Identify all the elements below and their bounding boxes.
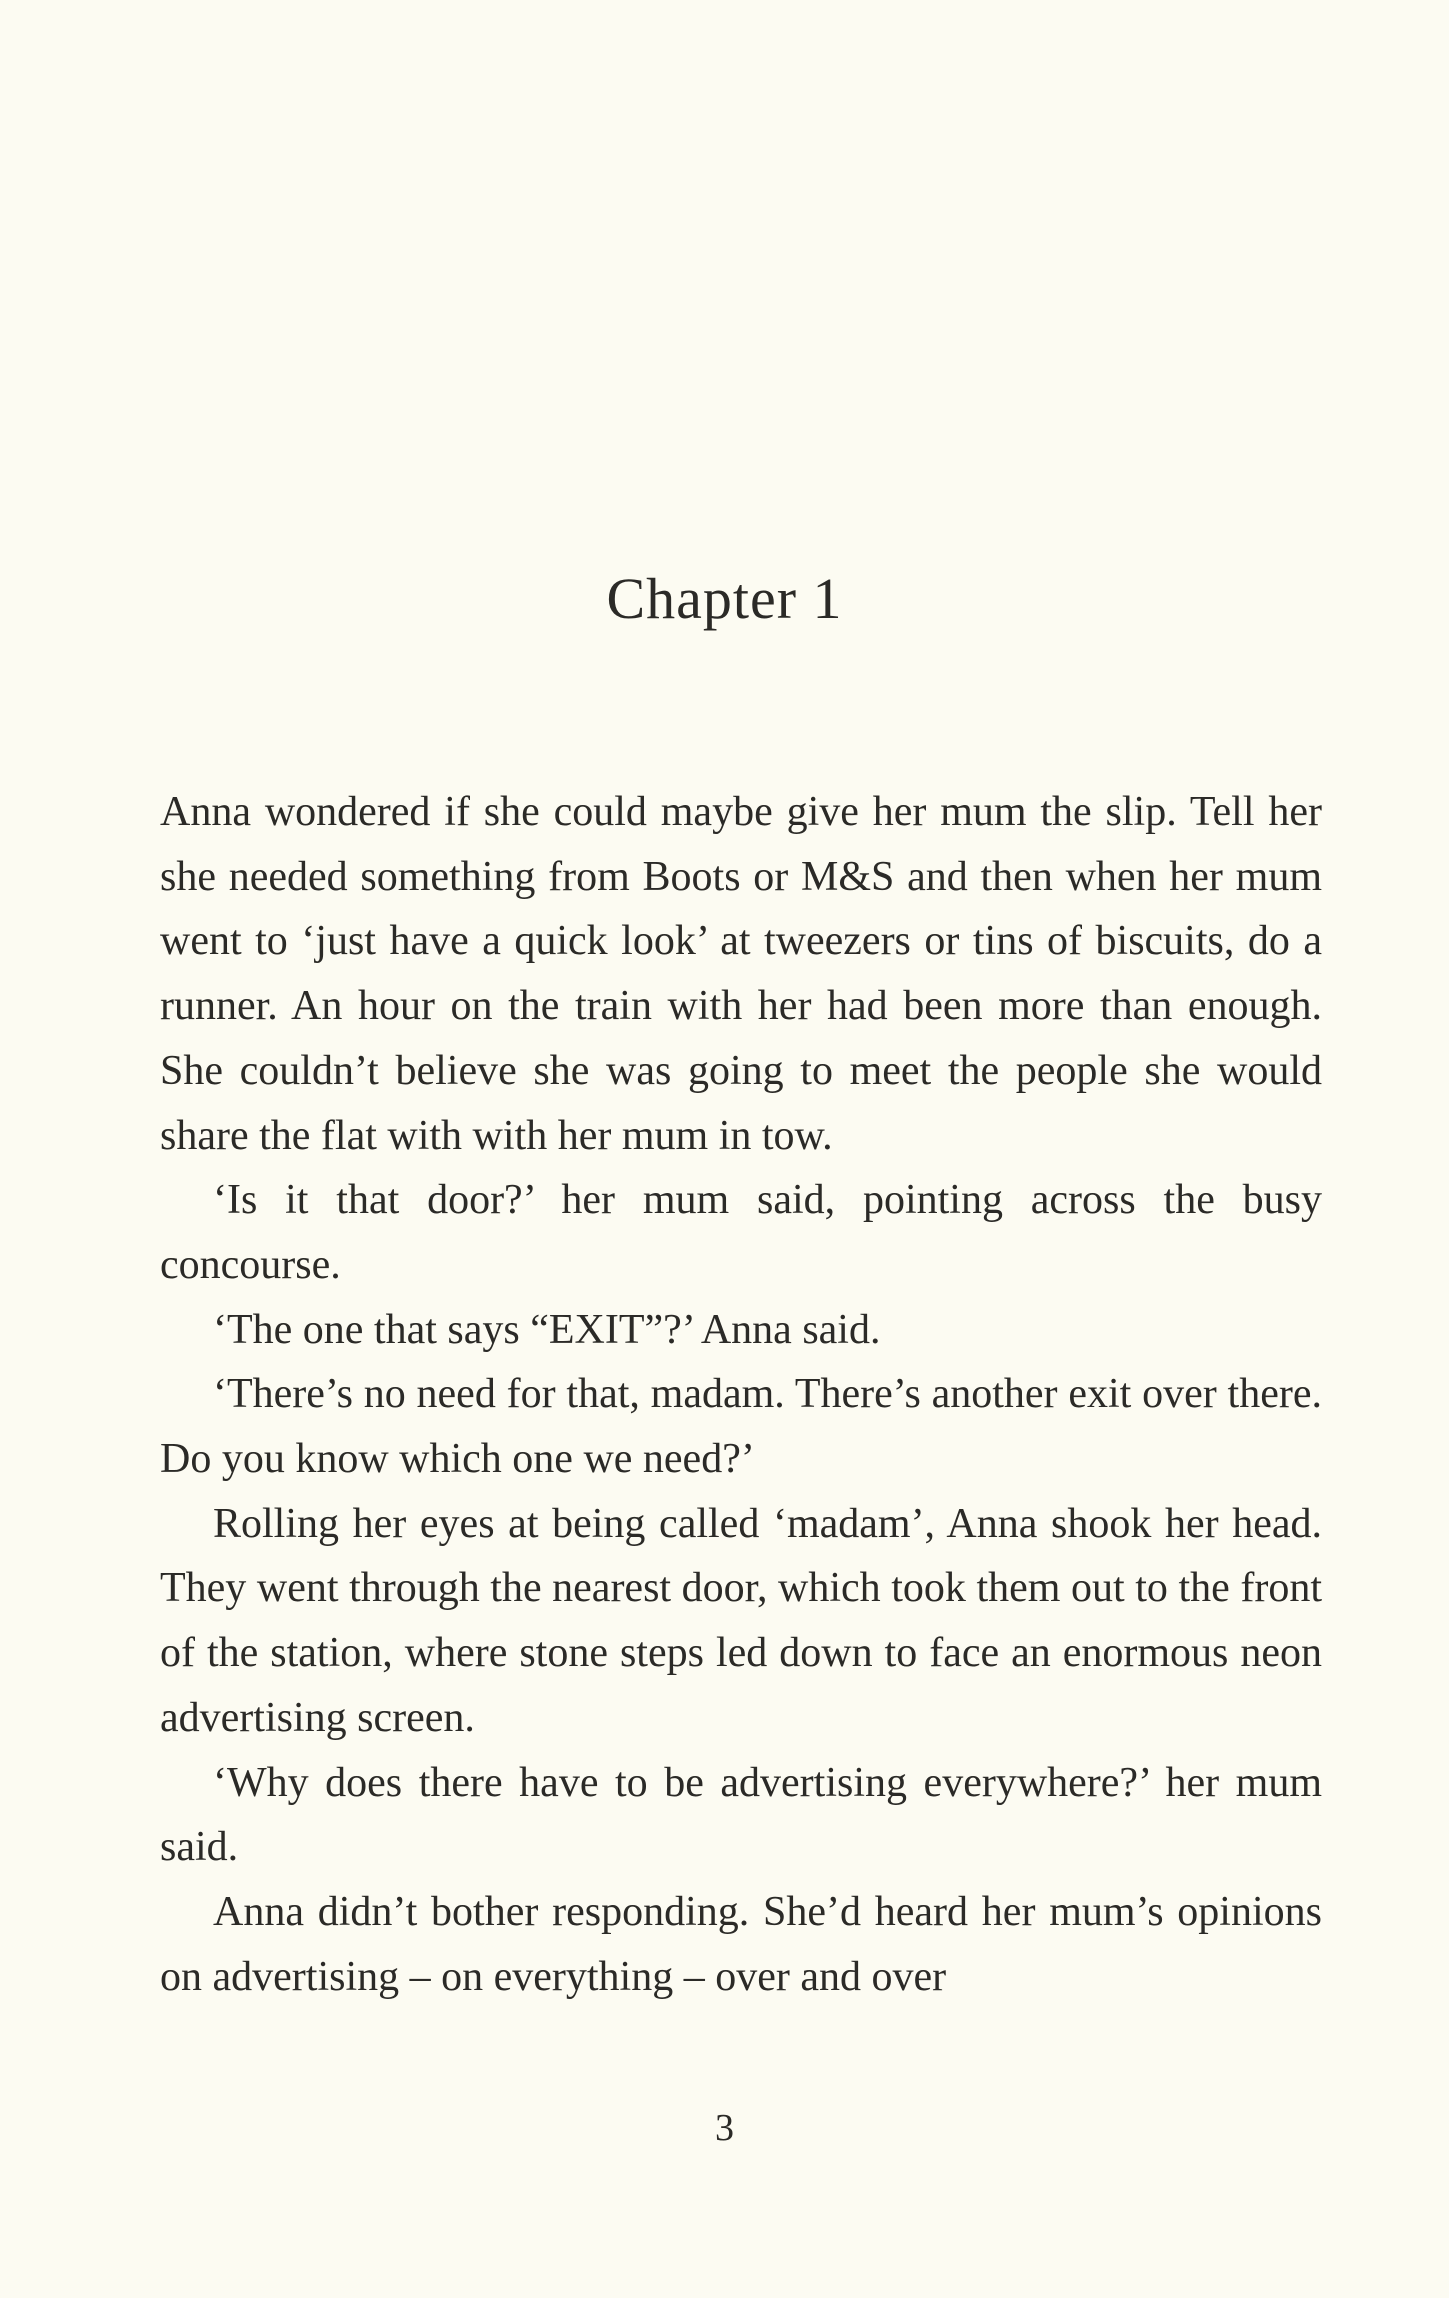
paragraph-2: ‘Is it that door?’ her mum said, pointing across the busy concourse. bbox=[160, 1177, 1322, 1288]
page-number: 3 bbox=[715, 2107, 734, 2149]
paragraph-1: Anna wondered if she could maybe give her mum the slip. Tell her she needed something from Boots or M&S and then when her mum went to ‘just have a quick look’ at tweezers or tins of biscuits, do a runner. An hour on the train with her had been more than enough. She couldn’t believe she was going to meet the people she would share the flat with with her mum in tow. bbox=[160, 789, 1322, 1159]
paragraph-4: ‘There’s no need for that, madam. There’s another exit over there. Do you know which one we need?’ bbox=[160, 1371, 1322, 1483]
chapter-body bbox=[160, 780, 1322, 2009]
paragraph-6: ‘Why does there have to be advertising everywhere?’ her mum said. bbox=[160, 1759, 1322, 1871]
paragraph-5: Rolling her eyes at being called ‘madam’, Anna shook her head. They went through the nearest door, which took them out to the front of the station, where stone steps led down to face an enormous neon advertising screen. bbox=[160, 1500, 1322, 1741]
paragraph-3: ‘The one that says “EXIT”?’ Anna said. bbox=[213, 1306, 881, 1353]
chapter-title: Chapter 1 bbox=[606, 566, 843, 631]
paragraph-7: Anna didn’t bother responding. She’d heard her mum’s opinions on advertising – on everything – over and over bbox=[160, 1888, 1322, 2000]
